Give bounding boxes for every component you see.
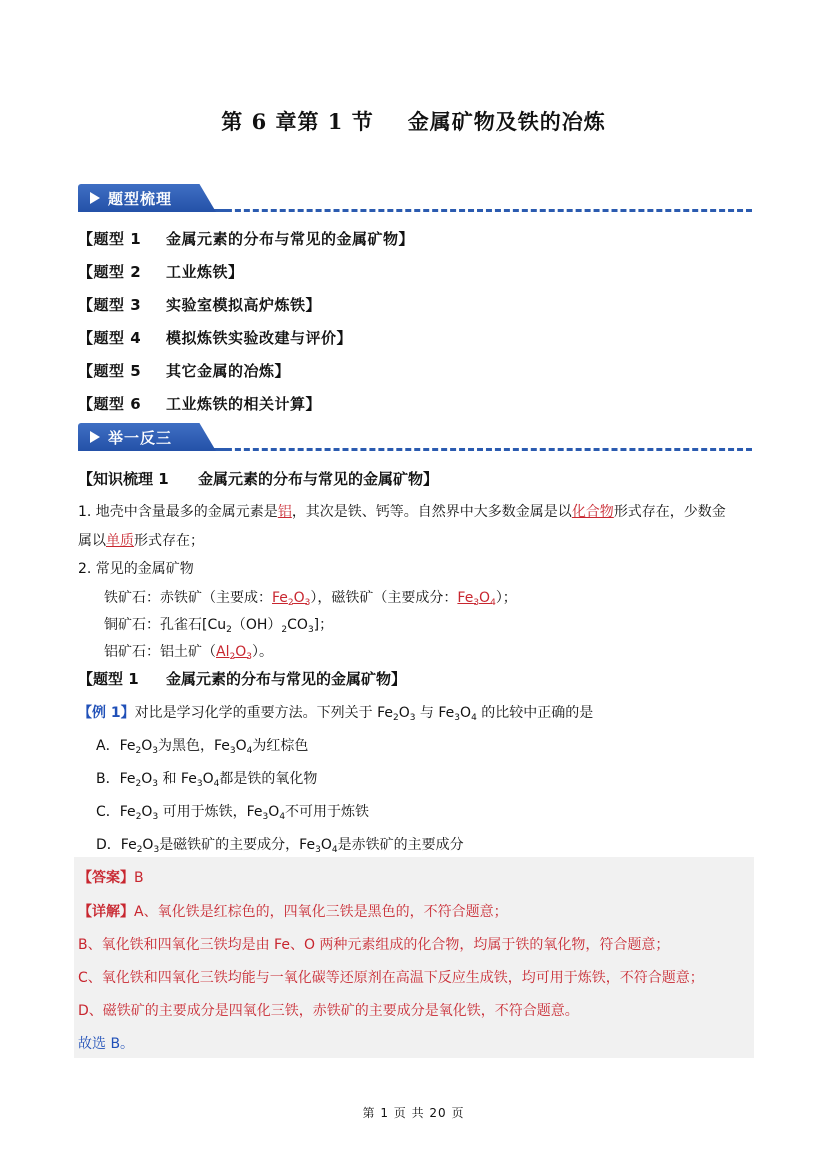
text: 的比较中正确的是 [476,705,594,721]
formula-fe2o3 [272,590,310,606]
formula-part: 4 [213,779,220,789]
text: 为黑色，Fe [157,738,230,754]
text: （OH） [231,617,282,633]
formula-part: 4 [331,845,338,855]
question-type-num: 【题型 1 [78,230,142,248]
formula-part: O [141,771,153,787]
chapter-number: 第 6 章第 1 节 [221,109,374,134]
question-type-text: 实验室模拟高炉炼铁】 [166,296,322,314]
play-triangle-icon [90,192,100,204]
final-answer: 故选 B。 [78,1036,135,1052]
text: 对比是学习化学的重要方法。下列关于 Fe [134,705,393,721]
question-type-text: 工业炼铁】 [166,263,244,281]
text: CO [287,617,308,633]
text: 都是铁的氧化物 [219,771,318,787]
fill-blank-answer: 铝 [277,504,292,520]
detail-line-b: B、氧化铁和四氧化三铁均是由 Fe、O 两种元素组成的化合物，均属于铁的氧化物，符合题意； [78,937,670,953]
answer-value: B [134,870,144,886]
formula-part: 2 [226,625,232,635]
answer-panel [74,857,754,1058]
text: 为红棕色 [252,738,309,754]
text: ]； [313,617,334,633]
formula-part: Fe [272,590,288,606]
play-triangle-icon [90,431,100,443]
formula-part: 3 [196,779,203,789]
text: D．Fe [96,837,137,853]
knowledge-point-1-line1 [78,501,726,521]
formula-part: O [293,590,305,606]
text: ）。 [251,644,273,660]
formula-part: 3 [315,845,321,855]
question-type-num: 【题型 2 [78,263,142,281]
answer-label: 【答案】 [78,870,134,886]
formula-part: Al [216,644,230,660]
formula-part: O [141,804,153,820]
text: 是磁铁矿的主要成分，Fe [159,837,316,853]
formula-part: 3 [409,713,416,723]
question-type-item [78,294,321,315]
text: 属以 [78,533,106,549]
formula-fe3o4 [457,590,495,606]
question-type-text: 工业炼铁的相关计算】 [166,395,322,413]
formula-part: 4 [279,812,286,822]
text: 形式存在； [134,533,204,549]
formula-part: O [235,644,247,660]
banner-label: 举一反三 [108,429,173,447]
option-d [96,834,464,855]
text: C．Fe [96,804,136,820]
formula-part: 3 [473,598,480,608]
banner-label: 题型梳理 [108,190,173,208]
question-type-item [78,360,290,381]
formula-part: 4 [471,713,477,723]
copper-ore-line [104,614,333,635]
text: B．Fe [96,771,136,787]
text: 铁矿石：赤铁矿（主要成： [104,590,272,606]
knowledge-point-2: 2. 常见的金属矿物 [78,561,194,577]
formula-part: 3 [152,812,159,822]
question-type-item [78,228,414,249]
question-type-num: 【题型 4 [78,329,142,347]
text: 铝矿石：铝土矿（ [104,644,216,660]
question-type-text: 金属元素的分布与常见的金属矿物】 [166,230,415,248]
formula-part: O [142,837,154,853]
knowledge-point-1-line2 [78,530,204,550]
knowledge-heading-text: 金属元素的分布与常见的金属矿物】 [198,470,439,488]
formula-part: 3 [152,779,159,789]
option-b [96,768,317,789]
formula-part: 3 [262,812,269,822]
text: 铜矿石：孔雀石[Cu [104,617,227,633]
question-type-num: 【题型 1 [78,670,139,688]
text: ），磁铁矿（主要成分： [310,590,458,606]
formula-part: O [141,738,153,754]
text: 是赤铁矿的主要成分 [337,837,464,853]
detail-line-c: C、氧化铁和四氧化三铁均能与一氧化碳等还原剂在高温下反应生成铁，均可用于炼铁，不符合题意； [78,970,704,986]
formula-part: 3 [229,746,236,756]
formula-part: 2 [135,779,142,789]
formula-part: 2 [135,812,142,822]
fill-blank-answer: 单质 [106,533,134,549]
chapter-topic: 金属矿物及铁的冶炼 [407,109,606,134]
formula-part: O [460,705,472,721]
formula-part: 2 [229,652,236,662]
detail-label: 【详解】 [78,904,134,920]
question-type-text: 模拟炼铁实验改建与评价】 [166,329,353,347]
option-c [96,801,369,822]
question-type-text: 其它金属的冶炼】 [166,362,291,380]
example-label: 【例 1】 [78,705,135,721]
formula-part: O [398,705,410,721]
formula-part: Fe [457,590,474,606]
formula-part: 3 [454,713,461,723]
question-type-num: 【题型 3 [78,296,142,314]
formula-part: 3 [307,625,314,635]
question-type-text: 金属元素的分布与常见的金属矿物】 [166,670,407,688]
text: ，其次是铁、钙等。自然界中大多数金属是以 [291,504,572,520]
formula-al2o3 [216,644,252,660]
aluminum-ore-line [104,641,273,662]
formula-part: 4 [490,598,496,608]
formula-part: O [202,771,214,787]
formula-part: O [320,837,332,853]
detail-line-d: D、磁铁矿的主要成分是四氧化三铁，赤铁矿的主要成分是氧化铁，不符合题意。 [78,1003,579,1019]
formula-part: O [235,738,247,754]
text: 与 Fe [415,705,455,721]
formula-part: O [479,590,491,606]
detail-line-a [78,901,508,921]
question-type-item [78,327,352,348]
text: 和 Fe [158,771,197,787]
formula-part: 3 [152,746,158,756]
text: 可用于炼铁，Fe [158,804,263,820]
formula-part: 3 [304,598,311,608]
text: 形式存在，少数金 [613,504,726,520]
example-stem [78,702,593,723]
formula-part: 2 [136,845,143,855]
text: 1. 地壳中含量最多的金属元素是 [78,504,278,520]
question-type-item [78,261,244,282]
text: 不可用于炼铁 [285,804,370,820]
detail-text: A、氧化铁是红棕色的，四氧化三铁是黑色的，不符合题意； [134,904,508,920]
option-a [96,735,308,756]
section-banner-examples [78,423,752,453]
formula-part: 4 [246,746,253,756]
iron-ore-line [104,587,517,608]
question-type-num: 【题型 5 [78,362,142,380]
formula-part: 3 [246,652,252,662]
knowledge-heading [78,468,438,489]
page-title [0,106,827,136]
formula-part: O [268,804,280,820]
formula-part: 2 [392,713,399,723]
knowledge-heading-num: 【知识梳理 1 [78,470,169,488]
text: ）； [495,590,517,606]
answer-line [78,867,144,887]
question-type-num: 【题型 6 [78,395,142,413]
section-banner-question-types [78,184,752,214]
page-footer: 第 1 页 共 20 页 [362,1106,465,1120]
formula-part: 2 [287,598,294,608]
question-type-1-heading [78,668,406,689]
formula-part: 2 [281,625,288,635]
text: A．Fe [96,738,136,754]
question-type-item [78,393,321,414]
fill-blank-answer: 化合物 [571,504,614,520]
formula-part: 3 [153,845,160,855]
formula-part: 2 [135,746,142,756]
